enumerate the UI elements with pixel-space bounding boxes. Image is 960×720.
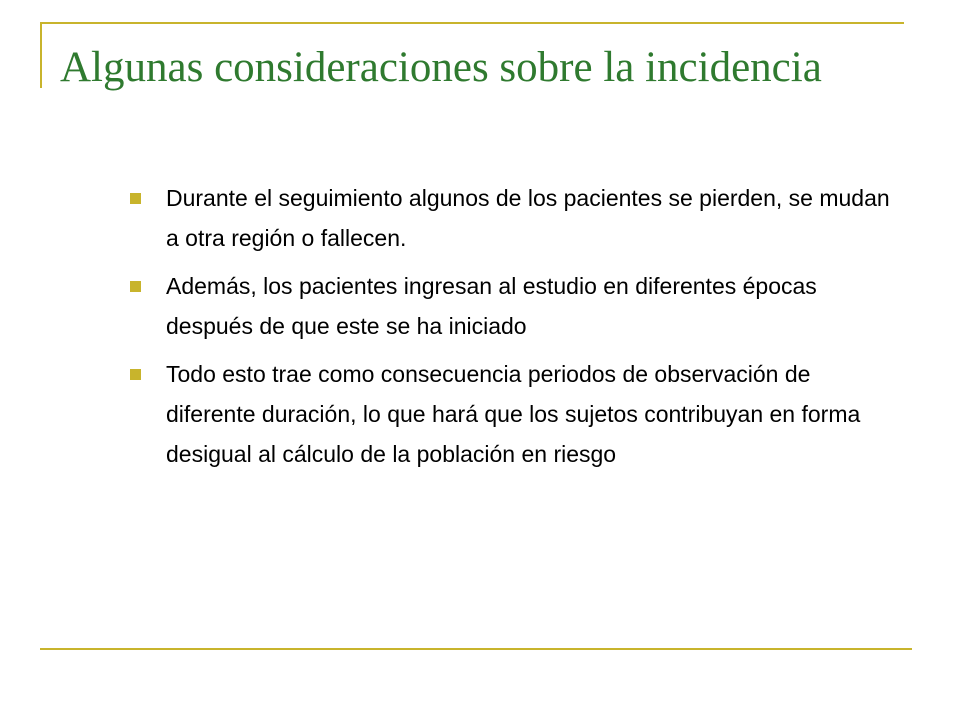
left-vertical-rule [40,22,42,88]
top-rule [40,22,904,24]
bullet-text: Además, los pacientes ingresan al estudio en diferentes épocas después de que este se ha iniciado [166,273,817,339]
slide-title: Algunas consideraciones sobre la incidencia [60,44,822,91]
bullet-text: Todo esto trae como consecuencia periodos de observación de diferente duración, lo que hará que los sujetos contribuyan en forma desigual al cálculo de la población en riesgo [166,361,861,467]
bullet-item [130,354,900,474]
square-bullet-icon [130,369,141,380]
bullet-item [130,266,900,346]
bullet-item [130,178,900,258]
bottom-rule [40,648,912,650]
square-bullet-icon [130,193,141,204]
bullet-list [130,178,900,482]
bullet-text: Durante el seguimiento algunos de los pacientes se pierden, se mudan a otra región o fallecen. [166,185,890,251]
square-bullet-icon [130,281,141,292]
